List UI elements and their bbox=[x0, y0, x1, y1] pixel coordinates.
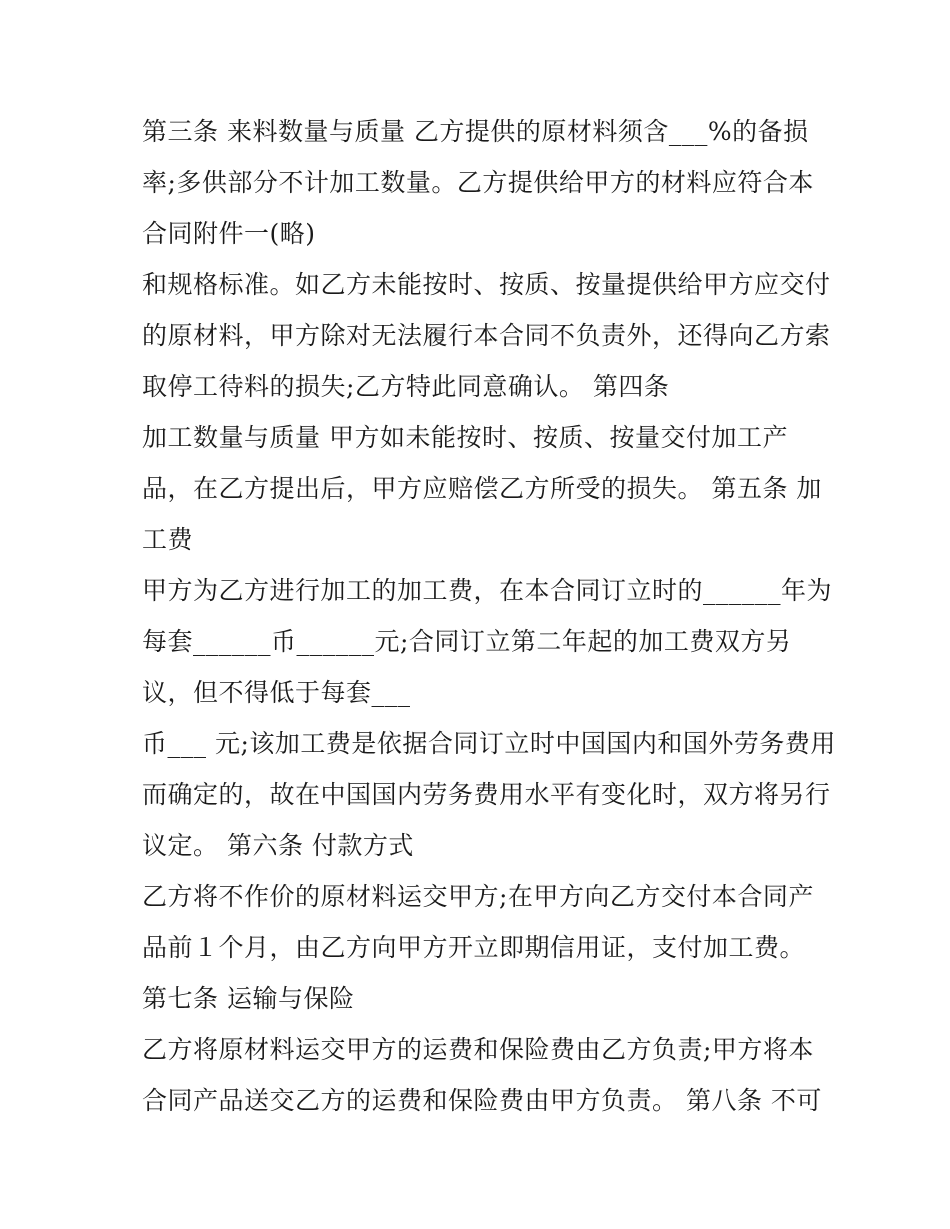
text-line: 乙方将不作价的原材料运交甲方;在甲方向乙方交付本合同产 bbox=[142, 882, 814, 911]
text-line: 甲方为乙方进行加工的加工费，在本合同订立时的______年为 bbox=[142, 576, 833, 605]
text-line: 合同产品送交乙方的运费和保险费由甲方负责。 第八条 不可 bbox=[142, 1086, 822, 1115]
text-line: 加工数量与质量 甲方如未能按时、按质、按量交付加工产 bbox=[142, 423, 788, 452]
text-line: 议，但不得低于每套___ bbox=[142, 678, 411, 707]
text-line: 的原材料，甲方除对无法履行本合同不负责外，还得向乙方索 bbox=[142, 321, 831, 350]
text-line: 品前１个月，由乙方向甲方开立即期信用证，支付加工费。 bbox=[142, 933, 806, 962]
text-line: 工费 bbox=[142, 525, 194, 554]
contract-text-body bbox=[142, 106, 836, 1126]
text-line: 币___ 元;该加工费是依据合同订立时中国国内和国外劳务费用 bbox=[142, 729, 836, 758]
text-line: 取停工待料的损失;乙方特此同意确认。 第四条 bbox=[142, 372, 670, 401]
text-line: 第三条 来料数量与质量 乙方提供的原材料须含___%的备损 bbox=[142, 117, 809, 146]
text-line: 合同附件一(略) bbox=[142, 219, 316, 248]
text-line: 议定。 第六条 付款方式 bbox=[142, 831, 414, 860]
text-line: 和规格标准。如乙方未能按时、按质、按量提供给甲方应交付 bbox=[142, 270, 831, 299]
text-line: 品，在乙方提出后，甲方应赔偿乙方所受的损失。 第五条 加 bbox=[142, 474, 822, 503]
text-line: 而确定的，故在中国国内劳务费用水平有变化时，双方将另行 bbox=[142, 780, 831, 809]
text-line: 乙方将原材料运交甲方的运费和保险费由乙方负责;甲方将本 bbox=[142, 1035, 814, 1064]
text-line: 每套______币______元;合同订立第二年起的加工费双方另 bbox=[142, 627, 792, 656]
text-line: 第七条 运输与保险 bbox=[142, 984, 355, 1013]
text-line: 率;多供部分不计加工数量。乙方提供给甲方的材料应符合本 bbox=[142, 168, 814, 197]
